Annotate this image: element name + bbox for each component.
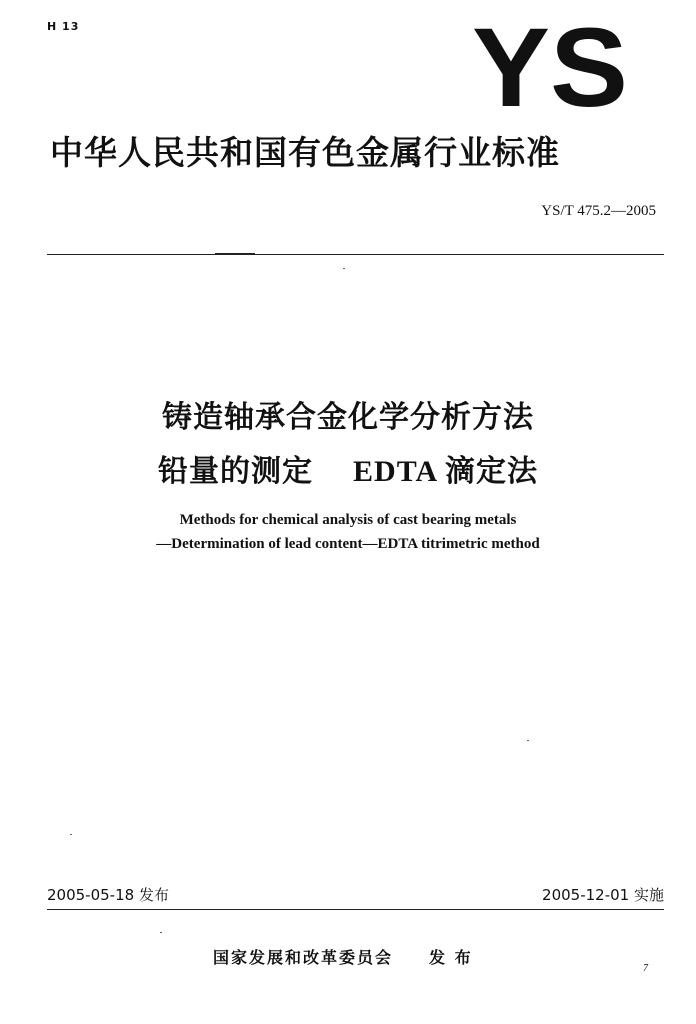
speck — [527, 740, 529, 741]
document-title-cn-line2 — [0, 446, 696, 490]
document-title-en-line2: —Determination of lead content—EDTA titrimetric method — [156, 536, 540, 552]
document-title-cn-line1: 铸造轴承合金化学分析方法 — [162, 400, 534, 435]
title-cn-method: EDTA 滴定法 — [353, 455, 538, 488]
ys-logo — [470, 18, 630, 112]
issue-date: 2005-05-18 发布 — [47, 886, 169, 904]
page-number: 7 — [643, 963, 648, 974]
standard-title: 中华人民共和国有色金属行业标准 — [50, 133, 560, 172]
title-cn-subject: 铅量的测定 — [158, 454, 314, 489]
speck — [70, 834, 72, 835]
speck — [343, 268, 345, 269]
top-divider-accent — [215, 253, 255, 255]
document-title-en-line1: Methods for chemical analysis of cast bearing metals — [179, 512, 517, 528]
issue-verb: 发 布 — [429, 948, 473, 967]
top-divider — [47, 254, 664, 255]
speck — [160, 932, 162, 933]
issuing-authority — [213, 945, 473, 968]
classification-code: H 13 — [47, 20, 80, 33]
implementation-date: 2005-12-01 实施 — [542, 886, 664, 904]
standard-code: YS/T 475.2—2005 — [541, 203, 656, 219]
bottom-divider — [47, 909, 664, 910]
ys-logo-text: YS — [472, 18, 628, 112]
issuer-name: 国家发展和改革委员会 — [213, 948, 394, 967]
